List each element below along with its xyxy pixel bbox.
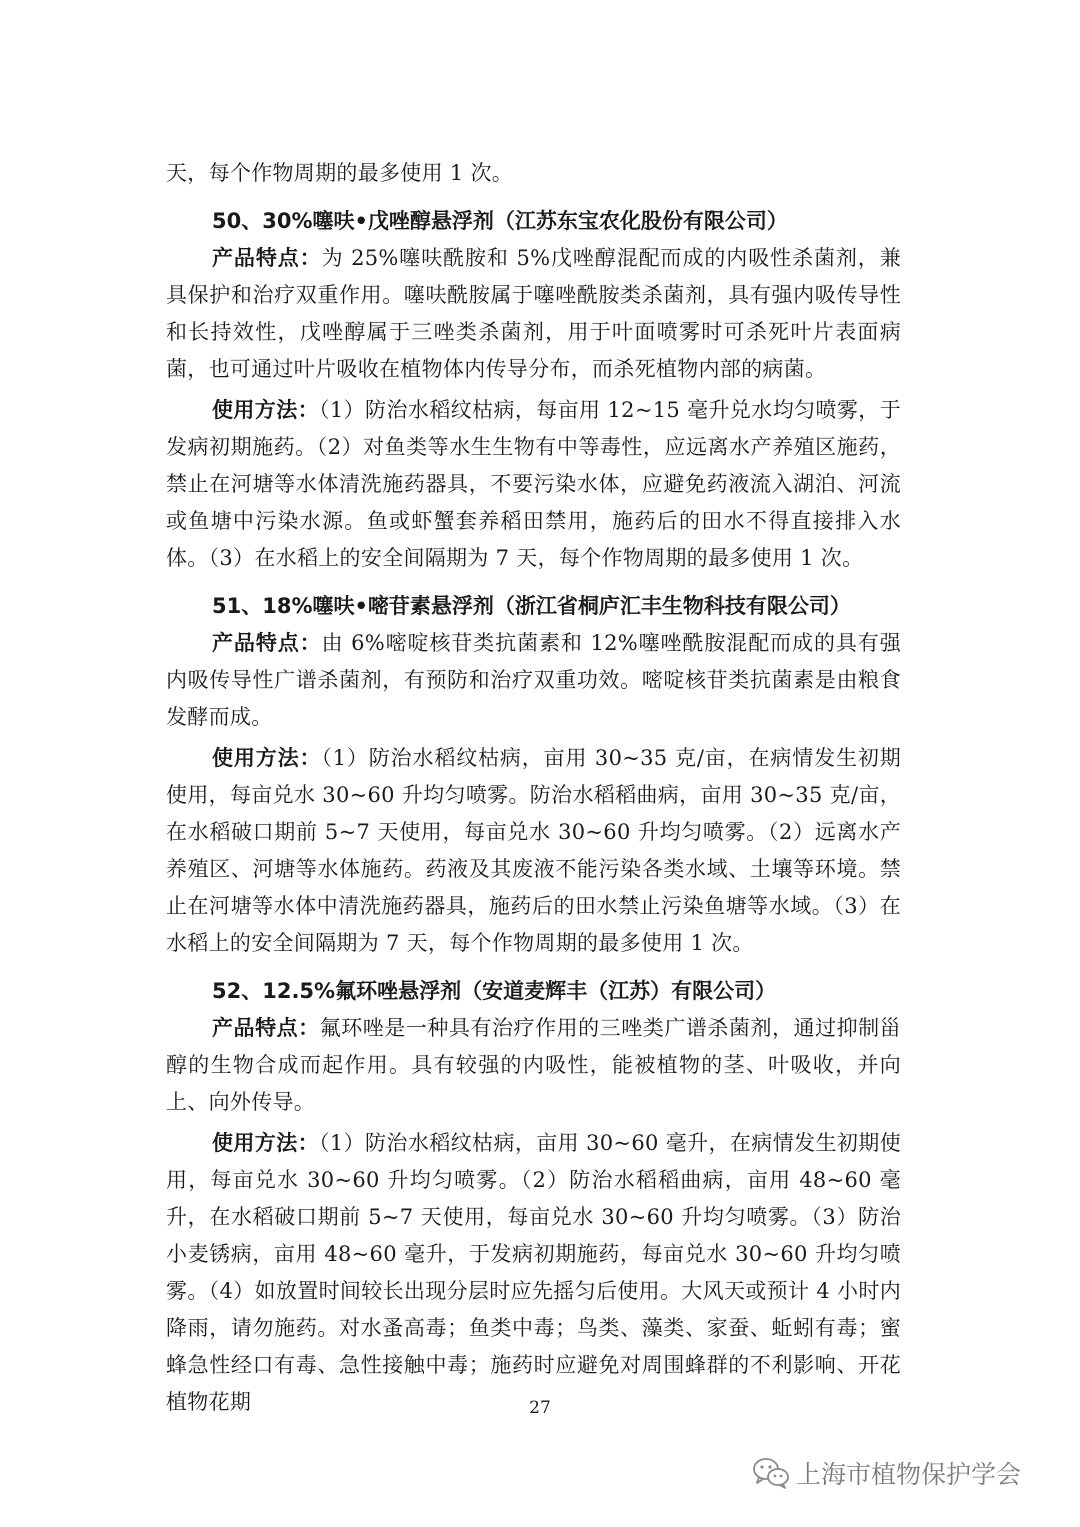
page-body xyxy=(166,155,901,1421)
usage-paragraph-50 xyxy=(166,392,901,577)
features-label: 产品特点： xyxy=(212,246,322,270)
wechat-icon xyxy=(752,1456,790,1490)
usage-text: （1）防治水稻纹枯病，亩用 30~60 毫升，在病情发生初期使用，每亩兑水 30~60 升均匀喷雾。（2）防治水稻稻曲病，亩用 48~60 毫升，在水稻破口期前 5~7 天使用，每亩兑水 30~60 升均匀喷雾。（3）防治小麦锈病，亩用 48~60 毫升，于发病初期施药，每亩兑水 30~60 升均匀喷雾。（4）如放置时间较长出现分层时应先摇匀后使用。大风天或预计 4 小时内降雨，请勿施药。对水蚤高毒；鱼类中毒；鸟类、藻类、家蚕、蚯蚓有毒；蜜蜂急性经口有毒、急性接触中毒；施药时应避免对周围蜂群的不利影响、开花植物花期 xyxy=(166,1131,901,1414)
usage-label: 使用方法： xyxy=(212,1131,319,1155)
watermark xyxy=(752,1455,1021,1491)
usage-text: （1）防治水稻纹枯病，每亩用 12~15 毫升兑水均匀喷雾，于发病初期施药。（2）对鱼类等水生生物有中等毒性，应远离水产养殖区施药，禁止在河塘等水体清洗施药器具，不要污染水体，应避免药液流入湖泊、河流或鱼塘中污染水源。鱼或虾蟹套养稻田禁用，施药后的田水不得直接排入水体。（3）在水稻上的安全间隔期为 7 天，每个作物周期的最多使用 1 次。 xyxy=(166,398,901,570)
page-number: 27 xyxy=(529,1398,551,1418)
section-heading-51: 51、18%噻呋•嘧苷素悬浮剂（浙江省桐庐汇丰生物科技有限公司） xyxy=(212,594,851,618)
features-paragraph-51 xyxy=(166,625,901,736)
usage-paragraph-51 xyxy=(166,740,901,962)
usage-label: 使用方法： xyxy=(212,398,319,422)
features-label: 产品特点： xyxy=(212,631,322,655)
section-heading-52: 52、12.5%氟环唑悬浮剂（安道麦辉丰（江苏）有限公司） xyxy=(212,979,777,1003)
usage-paragraph-52 xyxy=(166,1125,901,1421)
features-text: 为 25%噻呋酰胺和 5%戊唑醇混配而成的内吸性杀菌剂，兼具保护和治疗双重作用。噻呋酰胺属于噻唑酰胺类杀菌剂，具有强内吸传导性和长持效性，戊唑醇属于三唑类杀菌剂，用于叶面喷雾时可杀死叶片表面病菌，也可通过叶片吸收在植物体内传导分布，而杀死植物内部的病菌。 xyxy=(166,246,901,381)
features-paragraph-52 xyxy=(166,1010,901,1121)
usage-text: （1）防治水稻纹枯病，亩用 30~35 克/亩，在病情发生初期使用，每亩兑水 30~60 升均匀喷雾。防治水稻稻曲病，亩用 30~35 克/亩，在水稻破口期前 5~7 天使用，每亩兑水 30~60 升均匀喷雾。（2）远离水产养殖区、河塘等水体施药。药液及其废液不能污染各类水域、土壤等环境。禁止在河塘等水体中清洗施药器具，施药后的田水禁止污染鱼塘等水域。（3）在水稻上的安全间隔期为 7 天，每个作物周期的最多使用 1 次。 xyxy=(166,746,901,955)
features-label: 产品特点： xyxy=(212,1016,320,1040)
watermark-text: 上海市植物保护学会 xyxy=(796,1460,1022,1489)
features-paragraph-50 xyxy=(166,240,901,388)
features-text: 由 6%嘧啶核苷类抗菌素和 12%噻唑酰胺混配而成的具有强内吸传导性广谱杀菌剂，有预防和治疗双重功效。嘧啶核苷类抗菌素是由粮食发酵而成。 xyxy=(166,631,901,729)
features-text: 氟环唑是一种具有治疗作用的三唑类广谱杀菌剂，通过抑制甾醇的生物合成而起作用。具有较强的内吸性，能被植物的茎、叶吸收，并向上、向外传导。 xyxy=(166,1016,901,1114)
lead-paragraph: 天，每个作物周期的最多使用 1 次。 xyxy=(166,161,514,185)
section-heading-50: 50、30%噻呋•戊唑醇悬浮剂（江苏东宝农化股份有限公司） xyxy=(212,209,788,233)
usage-label: 使用方法： xyxy=(212,746,322,770)
